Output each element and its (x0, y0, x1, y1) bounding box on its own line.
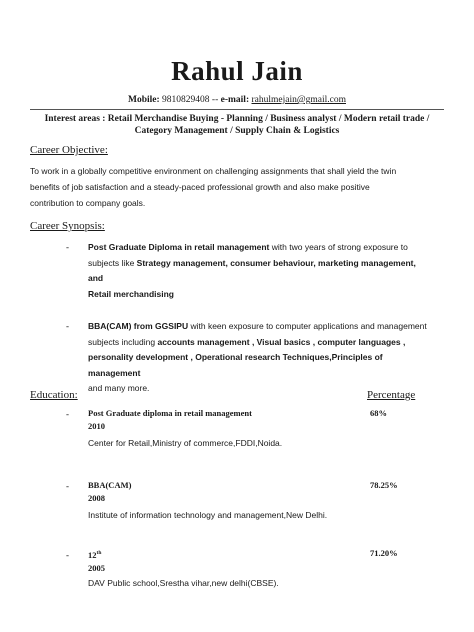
career-synopsis-heading: Career Synopsis: (30, 220, 105, 232)
edu-entry-3-percentage: 71.20% (370, 548, 398, 558)
interest-areas (30, 113, 444, 137)
edu-entry-2-institution: Institute of information technology and management,New Delhi. (88, 510, 328, 520)
interest-line-1: Interest areas : Retail Merchandise Buying - Planning / Business analyst / Modern retail trade / (44, 114, 430, 124)
edu-entry-3-title: 12th 2005 (88, 549, 105, 573)
email-label: e-mail: (220, 95, 250, 105)
edu-entry-2-percentage: 78.25% (370, 480, 398, 490)
mobile-number: 9810829408 (162, 95, 210, 105)
career-objective-text (30, 163, 430, 211)
interest-line-2: Category Management / Supply Chain & Logistics (134, 126, 340, 136)
synopsis-bullet-1: Post Graduate Diploma in retail management with two years of strong exposure to subjects like Strategy management, consumer behaviour, marketing management, and Retail merchandising (88, 242, 416, 299)
edu-entry-1-institution: Center for Retail,Ministry of commerce,FDDI,Noida. (88, 438, 283, 448)
objective-line-2: benefits of job satisfaction and a steady-paced professional growth and also make positive (30, 182, 370, 192)
synopsis-bullet-2: BBA(CAM) from GGSIPU with keen exposure to computer applications and management subjects including accounts management , Visual basics , computer languages , personality development , Operational research Techniques,Principles of management and many more. (88, 321, 427, 393)
candidate-name: Rahul Jain (171, 56, 303, 86)
email-link[interactable]: rahulmejain@gmail.com (251, 95, 346, 105)
edu-dash: - (66, 481, 69, 491)
percentage-heading: Percentage (367, 389, 416, 401)
header-divider (30, 109, 444, 110)
edu-dash: - (66, 409, 69, 419)
edu-entry-2-title: BBA(CAM) 2008 (88, 480, 132, 503)
objective-line-1: To work in a globally competitive environment on challenging assignments that shall yield the twin (30, 166, 397, 176)
objective-line-3: contribution to company goals. (30, 198, 146, 208)
mobile-label: Mobile: (128, 95, 160, 105)
career-objective-heading: Career Objective: (30, 144, 108, 156)
edu-dash: - (66, 550, 69, 560)
edu-entry-1-title: Post Graduate diploma in retail management 2010 (88, 408, 252, 431)
education-heading: Education: (30, 389, 78, 401)
edu-entry-1-percentage: 68% (370, 408, 387, 418)
bullet-dash: - (66, 242, 69, 252)
contact-line (0, 95, 474, 105)
edu-entry-3-institution: DAV Public school,Srestha vihar,new delhi(CBSE). (88, 578, 279, 588)
contact-separator: -- (209, 95, 221, 105)
bullet-dash: - (66, 321, 69, 331)
